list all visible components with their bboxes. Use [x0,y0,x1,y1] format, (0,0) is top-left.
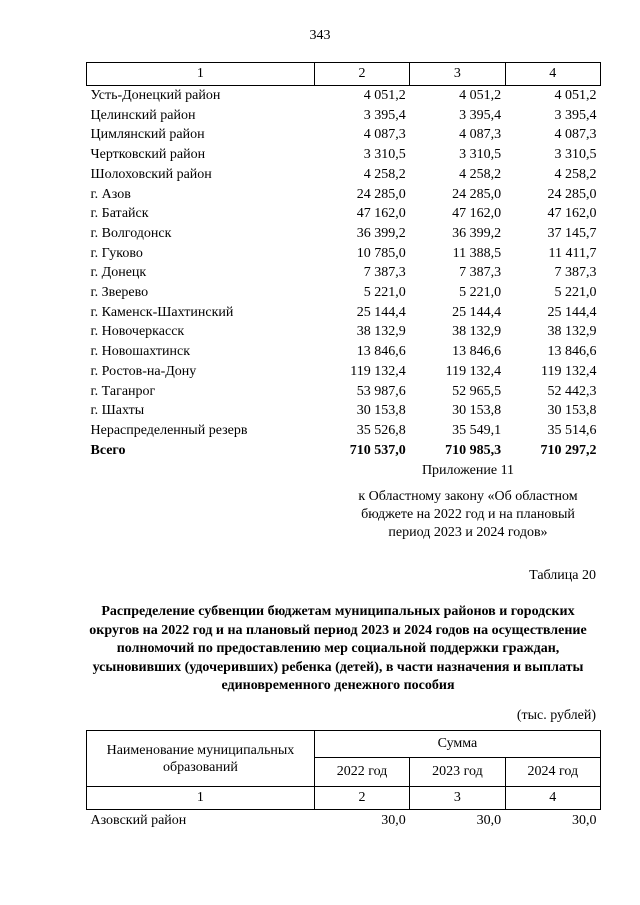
total-2022: 710 537,0 [349,442,406,458]
table-row [87,401,601,421]
row-value: 25 144,4 [452,304,502,320]
row-value: 3 310,5 [554,147,597,163]
col-header-sum: Сумма [314,731,600,758]
row-value: 13 846,6 [452,344,502,360]
table-row [87,810,601,833]
table-row [87,224,601,244]
row-value: 25 144,4 [356,304,406,320]
row-value: 24 285,0 [356,186,406,202]
row-name: г. Гуково [90,245,143,261]
table-row [87,382,601,402]
row-name: Нераспределенный резерв [90,422,248,438]
row-name: г. Ростов-на-Дону [90,363,197,379]
row-value: 13 846,6 [356,344,406,360]
table-row [87,125,601,145]
table-row [87,86,601,106]
row-name: Усть-Донецкий район [90,88,221,103]
total-label: Всего [90,442,126,458]
row-value: 3 310,5 [459,147,502,163]
row-value: 38 132,9 [452,324,502,340]
row-value: 4 051,2 [459,88,502,103]
row-value: 4 087,3 [459,127,502,143]
col-header-2024: 2024 год [505,758,600,787]
row-value: 3 395,4 [554,107,597,123]
row-value: 52 442,3 [547,383,597,399]
row-value: 4 051,2 [554,88,597,103]
row-name: г. Таганрог [90,383,156,399]
row-value: 4 087,3 [363,127,406,143]
row-value: 38 132,9 [356,324,406,340]
row-name: г. Новошахтинск [90,344,191,360]
table-label: Таблица 20 [529,568,596,583]
row-name: Цимлянский район [90,127,205,143]
row-value: 7 387,3 [459,265,502,281]
col-index-1: 1 [87,787,315,810]
row-value: 47 162,0 [356,206,406,222]
col-index-2: 2 [314,63,409,86]
table-index-row [87,63,601,86]
row-value: 13 846,6 [547,344,597,360]
row-value: 119 132,4 [541,363,597,379]
subvention-table [86,730,601,832]
row-value: 35 549,1 [452,422,502,438]
table-row [87,421,601,441]
table-heading: Распределение субвенции бюджетам муниципальных районов и городских округов на 2022 год и на плановый период 2023 и 2024 годов на осуществление полномочий по предоставлению мер социальной поддержки граждан, усыновивших (удочеривших) ребенка (детей), в части назначения и выплаты единовременного денежного пособия [89,604,587,693]
table-row [87,165,601,185]
row-name: г. Азов [90,186,131,202]
row-value: 36 399,2 [452,225,502,241]
row-value: 4 258,2 [554,166,597,182]
col-index-2: 2 [314,787,409,810]
row-value: 30 153,8 [356,403,406,419]
row-value: 30 153,8 [547,403,597,419]
row-value: 38 132,9 [547,324,597,340]
row-value: 24 285,0 [452,186,502,202]
row-name: г. Новочеркасск [90,324,185,340]
col-header-name: Наименование муниципальных образований [87,731,315,787]
row-value: 5 221,0 [554,285,597,301]
row-name: Азовский район [90,813,187,828]
total-2023: 710 985,3 [445,442,502,458]
row-value: 4 051,2 [363,88,406,103]
row-value: 5 221,0 [459,285,502,301]
row-name: Чертковский район [90,147,206,163]
col-index-4: 4 [505,787,600,810]
row-value: 25 144,4 [547,304,597,320]
row-value: 11 388,5 [452,245,502,261]
row-value: 5 221,0 [363,285,406,301]
col-index-4: 4 [505,63,600,86]
col-index-1: 1 [87,63,315,86]
row-value: 7 387,3 [363,265,406,281]
row-value: 30,0 [381,813,406,828]
table-row [87,263,601,283]
table-row [87,362,601,382]
row-name: г. Волгодонск [90,225,172,241]
row-value: 10 785,0 [356,245,406,261]
table-row [87,106,601,126]
appendix-title: Приложение 11 [421,463,515,478]
col-index-3: 3 [410,787,505,810]
row-value: 37 145,7 [547,225,597,241]
row-value: 119 132,4 [445,363,502,379]
table-row [87,185,601,205]
units-label: (тыс. рублей) [516,708,596,723]
row-name: г. Шахты [90,403,145,419]
row-value: 36 399,2 [356,225,406,241]
table-row [87,283,601,303]
table-row [87,145,601,165]
row-value: 47 162,0 [547,206,597,222]
table-row [87,244,601,264]
row-value: 53 987,6 [356,383,406,399]
row-name: г. Зверево [90,285,149,301]
table-row [87,342,601,362]
table-row [87,322,601,342]
row-value: 3 395,4 [363,107,406,123]
row-value: 35 514,6 [547,422,597,438]
table-index-row [87,787,601,810]
row-value: 35 526,8 [356,422,406,438]
table-row [87,303,601,323]
row-value: 30 153,8 [452,403,502,419]
row-value: 3 395,4 [459,107,502,123]
total-row [87,441,601,461]
appendix-reference: к Областному закону «Об областном бюджете на 2022 год и на плановый период 2023 и 2024 годов» [358,489,578,540]
row-value: 52 965,5 [452,383,502,399]
total-2024: 710 297,2 [540,442,597,458]
page-number: 343 [309,28,331,43]
row-value: 119 132,4 [350,363,406,379]
row-value: 30,0 [572,813,597,828]
row-name: г. Донецк [90,265,147,281]
row-value: 30,0 [476,813,502,828]
table-row [87,204,601,224]
row-value: 4 258,2 [459,166,502,182]
row-name: Шолоховский район [90,166,212,182]
col-header-2023: 2023 год [410,758,505,787]
row-name: г. Каменск-Шахтинский [90,304,234,320]
row-value: 11 411,7 [548,245,597,261]
row-name: Целинский район [90,107,196,123]
col-header-2022: 2022 год [314,758,409,787]
row-name: г. Батайск [90,206,149,222]
row-value: 3 310,5 [363,147,406,163]
budget-table-continuation [86,62,601,460]
row-value: 4 258,2 [363,166,406,182]
row-value: 7 387,3 [554,265,597,281]
row-value: 24 285,0 [547,186,597,202]
col-index-3: 3 [410,63,505,86]
row-value: 4 087,3 [554,127,597,143]
row-value: 47 162,0 [452,206,502,222]
